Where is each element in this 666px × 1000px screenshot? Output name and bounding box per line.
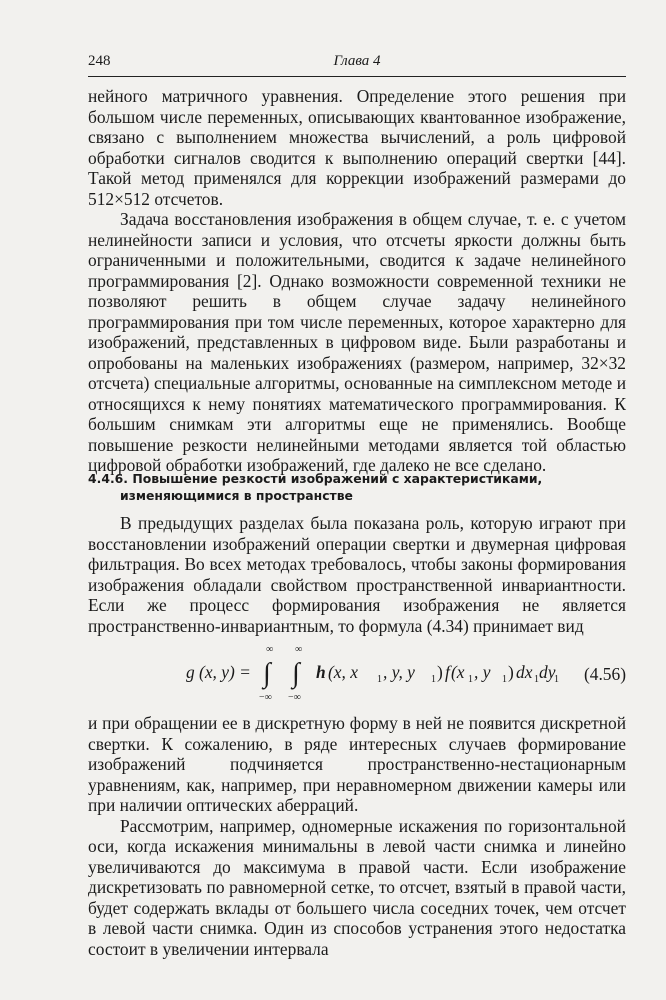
formula-svg [88,644,558,702]
paragraph-5: Рассмотрим, например, одномерные искажения по горизонтальной оси, когда искажения минимальны в левой части снимка и линейно увеличиваются до максимума в правой части. Если изображение дискретизовать по равномерной сетке, то отсчет, взятый в правой части, будет содержать вклады от большего числа соседних точек, чем отсчет в левой части снимка. Один из способов устранения этого недостатка состоит в увеличении интервала [88,815,626,959]
subscript-y1: 1 [431,674,436,685]
text-block-top [88,86,626,476]
section-heading [88,470,626,504]
f-close: ) [508,662,514,682]
f-subscript-x1: 1 [468,674,473,685]
text-block-middle [88,513,626,636]
paragraph-4: и при обращении ее в дискретную форму в ней не появится дискретной свертки. К сожалению, в ряде интересных случаев формирование изображений подчиняется пространственно-нестационарным уравнениям, как, например, при неравномерном движении камеры или при наличии оптических аберраций. [88,713,626,815]
running-header [88,52,626,77]
upper-limit-1: ∞ [266,644,274,655]
kernel-h: h [316,662,326,682]
lower-limit-1: −∞ [259,692,272,703]
f-args-y: , y [474,662,491,682]
page-number: 248 [88,53,111,69]
differential-dx: dx [516,662,533,682]
f-args: (x [451,662,465,682]
subscript-x1: 1 [377,674,382,685]
kernel-close: ) [437,662,443,682]
integral-sign-2: ∫ [292,658,300,689]
paragraph-1: нейного матричного уравнения. Определение этого решения при большом числе переменных, описывающих квантованное изображение, связано с выполнением множества вычислений, а роль цифровой обработки сигналов сводится к выполнению операций свертки [44]. Такой метод применялся для коррекции изображений размерами до 512×512 отсчетов. [88,86,626,209]
section-title-line1: Повышение резкости изображений с характеристиками, [132,471,543,486]
dy-subscript: 1 [554,674,559,685]
section-number: 4.4.6. [88,471,128,486]
text-block-bottom [88,713,626,959]
chapter-title: Глава 4 [333,53,381,69]
paragraph-3: В предыдущих разделах была показана роль, которую играют при восстановлении изображений операции свертки и двумерная цифровая фильтрация. Во всех методах требовалось, чтобы законы формирования изображения обладали свойством пространственной инвариантности. Если же процесс формирования изображения не является пространственно-инвариантным, то формула (4.34) принимает вид [88,513,626,636]
paragraph-2: Задача восстановления изображения в общем случае, т. е. с учетом нелинейности записи и условия, что отсчеты яркости должны быть ограниченными и положительными, сводится к задаче нелинейного программирования [2]. Однако возможности современной техники не позволяют решить в общем случае задачу нелинейного программирования при том числе переменных, которое характерно для изображений, представленных в цифровом виде. Были разработаны и опробованы на маленьких изображениях (размером, например, 32×32 отсчета) специальные алгоритмы, основанные на симплексном методе и относящихся к нему понятиях математического программирования. К большим снимкам эти алгоритмы еще не применялись. Вообще повышение резкости нелинейными методами является той областью цифровой обработки изображений, где далеко не все сделано. [88,209,626,475]
upper-limit-2: ∞ [295,644,303,655]
f-subscript-y1: 1 [502,674,507,685]
kernel-args: (x, x [328,662,358,682]
kernel-args-y: , y, y [383,662,415,682]
section-title-line2: изменяющимися в пространстве [120,488,353,503]
equation-4-56 [88,644,626,702]
integral-sign-1: ∫ [263,658,271,689]
lower-limit-2: −∞ [288,692,301,703]
formula-lhs: g (x, y) = [186,662,251,682]
differential-dy: dy [539,662,556,682]
function-f: f [445,662,450,682]
equation-number: (4.56) [583,664,626,684]
dx-subscript: 1 [534,674,539,685]
